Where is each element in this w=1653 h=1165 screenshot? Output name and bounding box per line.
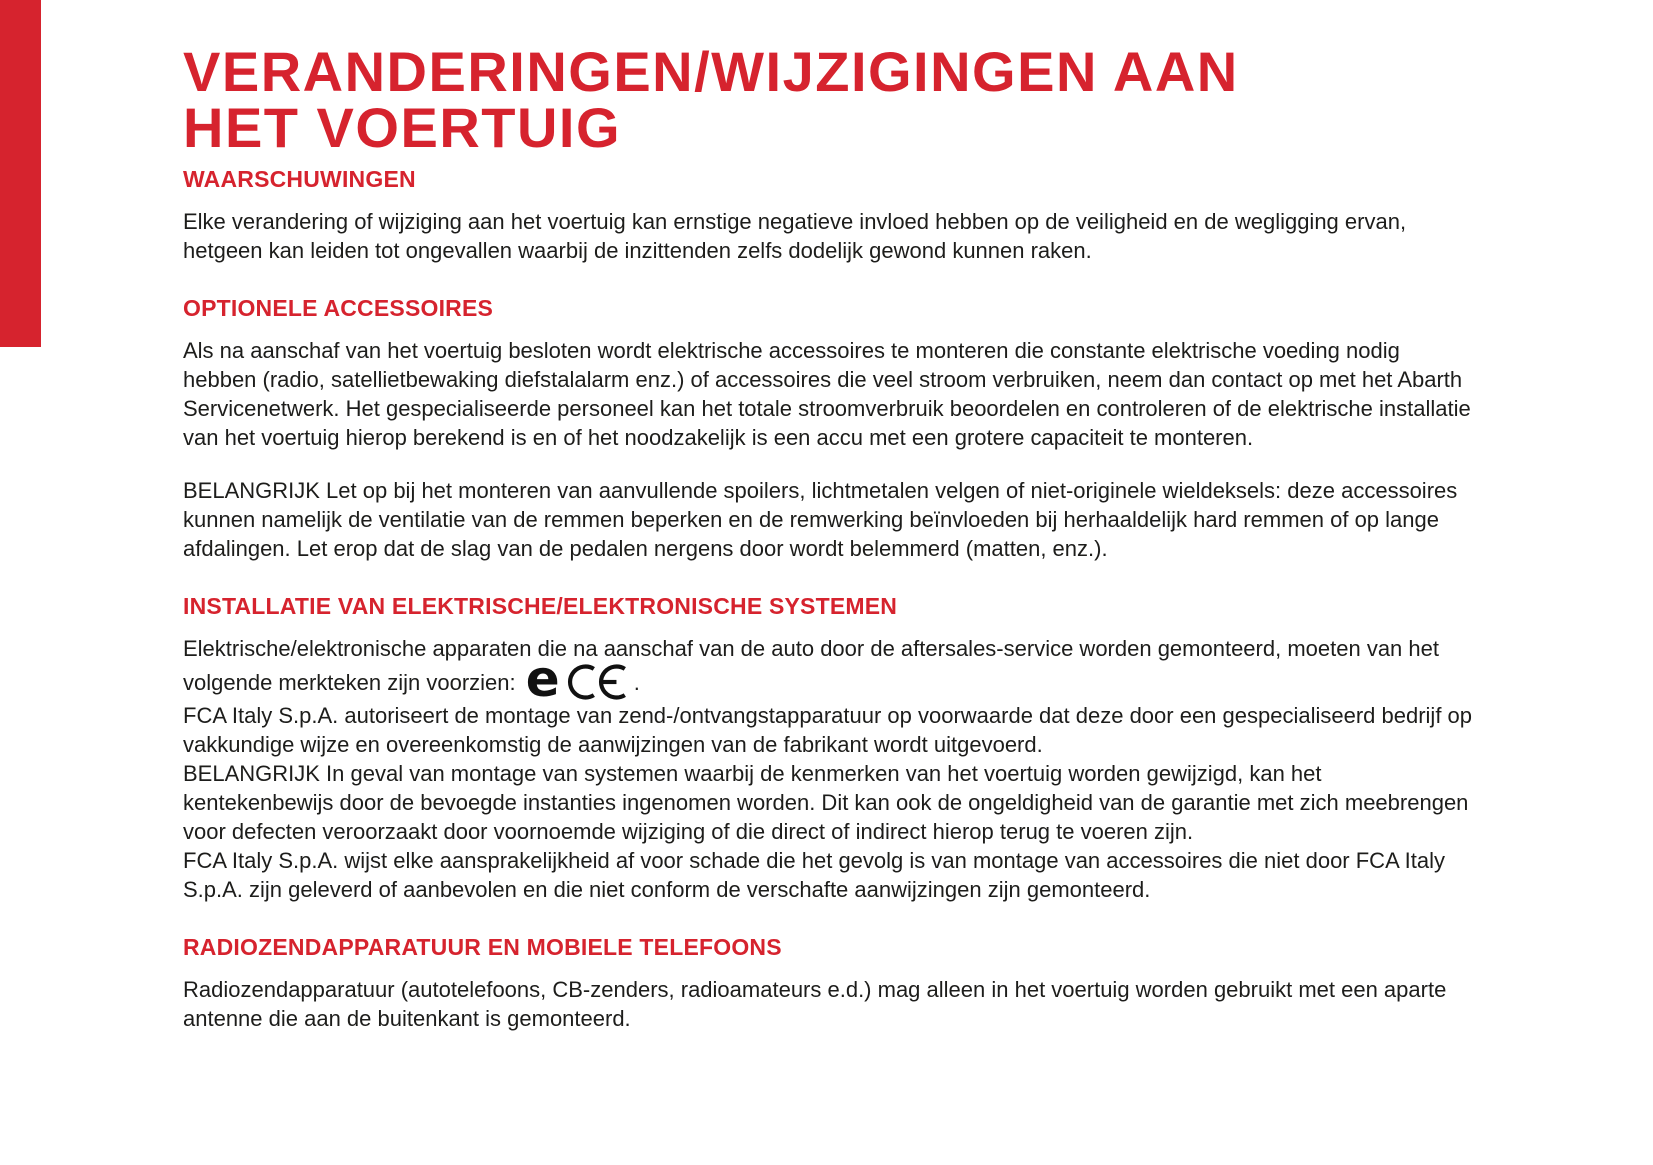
paragraph-electrical-3: BELANGRIJK In geval van montage van systemen waarbij de kenmerken van het voertuig worden gewijzigd, kan het kentekenbewijs door de bevoegde instanties ingenomen worden. Dit kan ook de ongeldigheid van de garantie met zich meebrengen voor defecten veroorzaakt door voornoemde wijziging of die direct of indirect hierop terug te voeren zijn. [183,761,1469,844]
page-title-line-1: VERANDERINGEN/WIJZIGINGEN AAN [183,40,1239,103]
paragraph-electrical-1-text: Elektrische/elektronische apparaten die na aanschaf van de auto door de aftersales-service worden gemonteerd, moeten van het volgende merkteken zijn voorzien: [183,636,1439,695]
paragraph-electrical-4: FCA Italy S.p.A. wijst elke aansprakelijkheid af voor schade die het gevolg is van montage van accessoires die niet door FCA Italy S.p.A. zijn geleverd of aanbevolen en die niet conform de verschafte aanwijzingen zijn gemonteerd. [183,848,1445,902]
section-heading-radiozendapparatuur: RADIOZENDAPPARATUUR EN MOBIELE TELEFOONS [183,934,782,960]
chapter-edge-tab [0,0,41,347]
paragraph-electrical-1-period: . [633,670,640,695]
e-mark-icon: e [525,650,560,708]
ce-mark-icon [564,664,626,700]
paragraph-radio-1: Radiozendapparatuur (autotelefoons, CB-zenders, radioamateurs e.d.) mag alleen in het voertuig worden gebruikt met een aparte antenne die aan de buitenkant is gemonteerd. [183,977,1447,1031]
section-heading-installatie-systemen: INSTALLATIE VAN ELEKTRISCHE/ELEKTRONISCHE SYSTEMEN [183,593,898,619]
section-heading-waarschuwingen: WAARSCHUWINGEN [183,166,416,192]
paragraph-accessories-2: BELANGRIJK Let op bij het monteren van aanvullende spoilers, lichtmetalen velgen of niet-originele wieldeksels: deze accessoires kunnen namelijk de ventilatie van de remmen beperken en de remwerking beïnvloeden bij herhaaldelijk hard remmen of op lange afdalingen. Let erop dat de slag van de pedalen nergens door wordt belemmerd (matten, enz.). [183,478,1458,561]
manual-page [183,40,1475,1033]
type-approval-marks [525,650,626,708]
paragraph-electrical-1 [183,634,1475,708]
page-title [183,40,1475,159]
paragraph-accessories-1: Als na aanschaf van het voertuig besloten wordt elektrische accessoires te monteren die constante elektrische voeding nodig hebben (radio, satellietbewaking diefstalalarm enz.) of accessoires die veel stroom verbruiken, neem dan contact op met het Abarth Servicenetwerk. Het gespecialiseerde personeel kan het totale stroomverbruik beoordelen en controleren of de elektrische installatie van het voertuig hierop berekend is en of het noodzakelijk is een accu met een grotere capaciteit te monteren. [183,338,1471,450]
paragraph-electrical-2: FCA Italy S.p.A. autoriseert de montage van zend-/ontvangstapparatuur op voorwaarde dat deze door een gespecialiseerd bedrijf op vakkundige wijze en overeenkomstig de aanwijzingen van de fabrikant wordt uitgevoerd. [183,703,1473,757]
section-heading-optionele-accessoires: OPTIONELE ACCESSOIRES [183,295,494,321]
paragraph-warnings-1: Elke verandering of wijziging aan het voertuig kan ernstige negatieve invloed hebben op de veiligheid en de wegligging ervan, hetgeen kan leiden tot ongevallen waarbij de inzittenden zelfs dodelijk gewond kunnen raken. [183,209,1407,263]
page-title-line-2: HET VOERTUIG [183,96,622,159]
